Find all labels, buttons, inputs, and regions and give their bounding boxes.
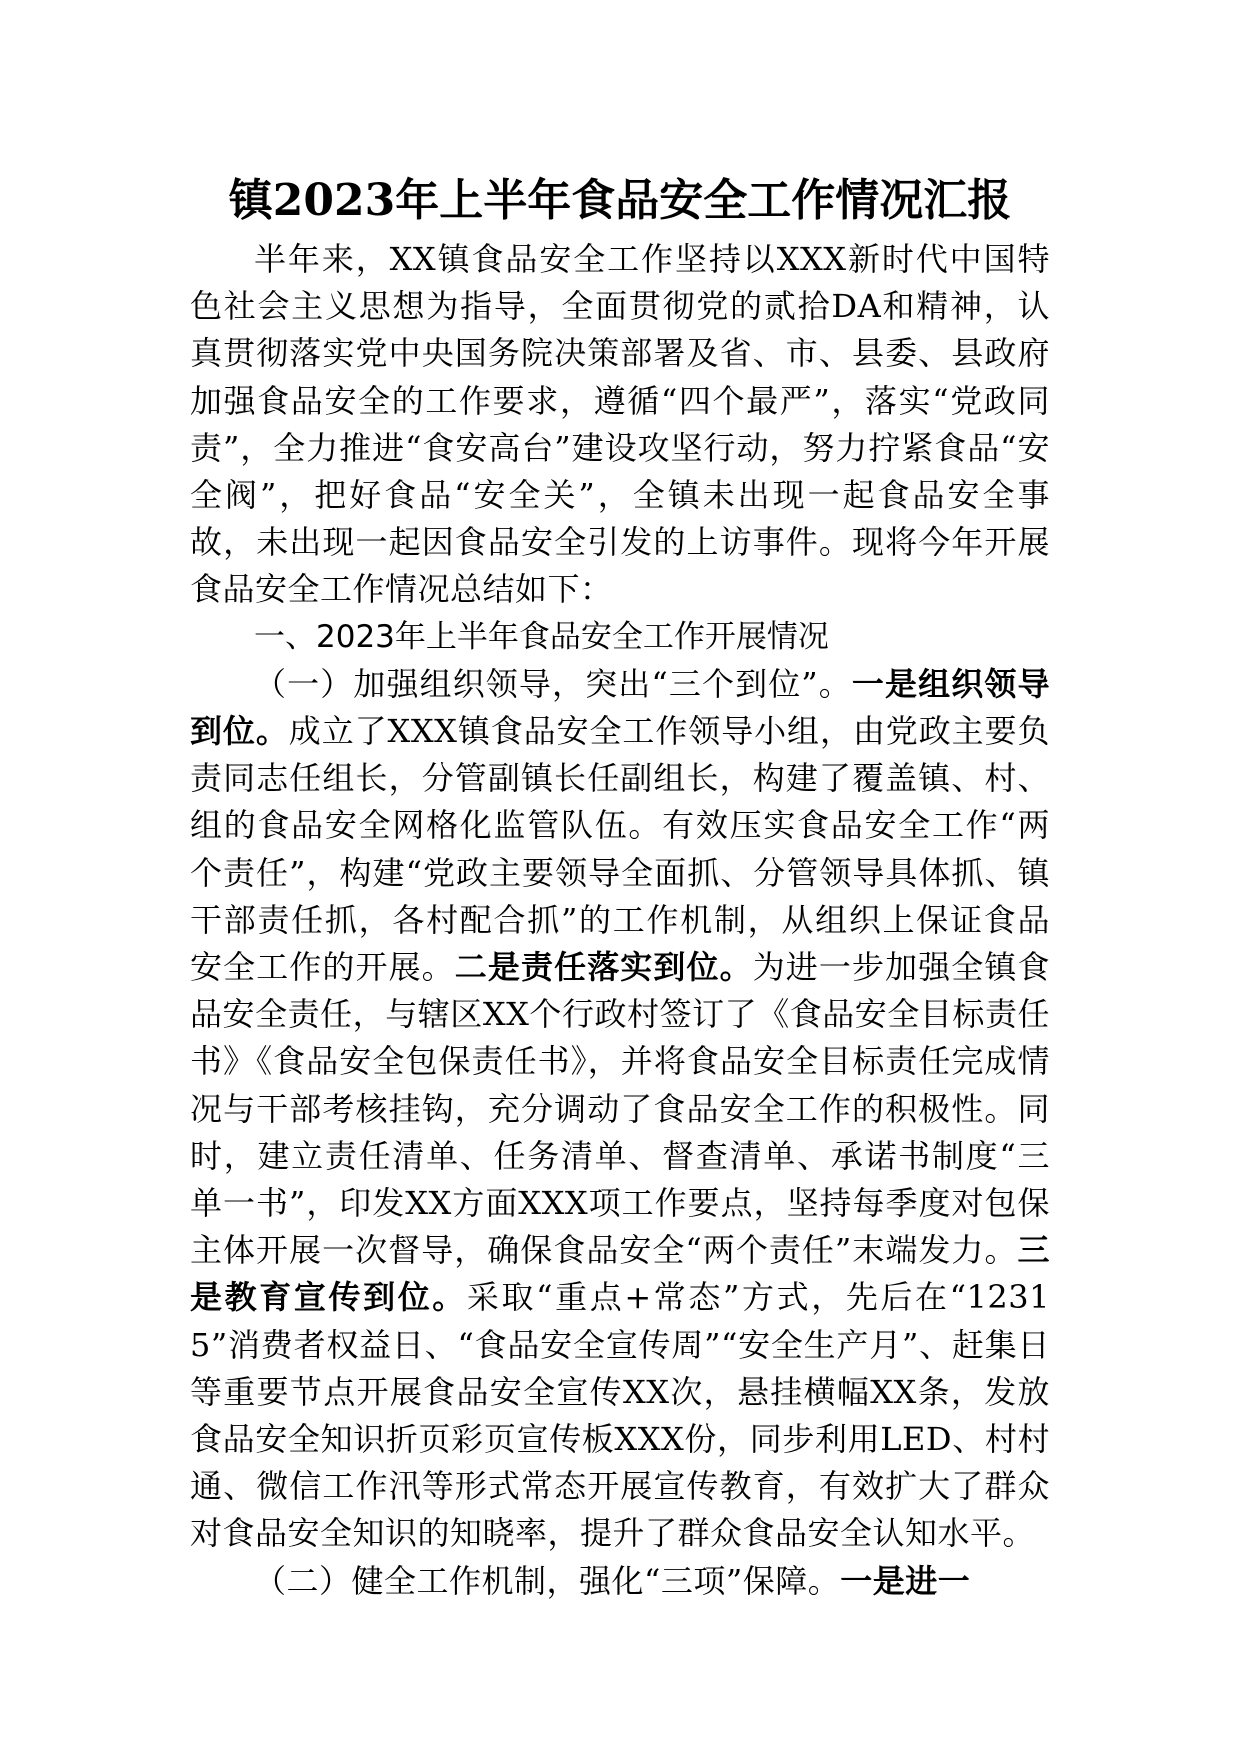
subsection-1-lead: （一）加强组织领导，突出“三个到位”。	[254, 664, 852, 703]
intro-paragraph: 半年来，XX镇食品安全工作坚持以XXX新时代中国特色社会主义思想为指导，全面贯彻党的贰拾DA和精神，认真贯彻落实党中央国务院决策部署及省、市、县委、县政府加强食品安全的工作要求，遵循“四个最严”，落实“党政同责”，全力推进“食安高台”建设攻坚行动，努力拧紧食品“安全阀”，把好食品“安全关”，全镇未出现一起食品安全事故，未出现一起因食品安全引发的上访事件。现将今年开展食品安全工作情况总结如下：	[190, 240, 1050, 609]
point-3-text: 采取“重点+常态”方式，先后在“12315”消费者权益日、“食品安全宣传周”“安全生产月”、赶集日等重要节点开展食品安全宣传XX次，悬挂横幅XX条，发放食品安全知识折页彩页宣传板XXX份，同步利用LED、村村通、微信工作汛等形式常态开展宣传教育，有效扩大了群众对食品安全知识的知晓率，提升了群众食品安全认知水平。	[190, 1278, 1050, 1553]
point-2-title: 二是责任落实到位。	[454, 948, 753, 987]
subsection-2-lead: （二）健全工作机制，强化“三项”保障。	[254, 1561, 841, 1600]
document-page	[190, 168, 1050, 1605]
document-title: 镇2023年上半年食品安全工作情况汇报	[228, 175, 1012, 226]
point-1-title: 一是组织领导到位。	[190, 664, 1050, 751]
point-2-text: 为进一步加强全镇食品安全责任，与辖区XX个行政村签订了《食品安全目标责任书》《食品安全包保责任书》，并将食品安全目标责任完成情况与干部考核挂钩，充分调动了食品安全工作的积极性。同时，建立责任清单、任务清单、督查清单、承诺书制度“三单一书”，印发XX方面XXX项工作要点，坚持每季度对包保主体开展一次督导，确保食品安全“两个责任”末端发力。	[190, 948, 1050, 1270]
subsection-2-point-1-title: 一是进一	[840, 1561, 971, 1600]
point-3-title: 三是教育宣传到位。	[190, 1231, 1050, 1317]
subsection-2-paragraph	[190, 1558, 1050, 1605]
section-heading-1: 一、2023年上半年食品安全工作开展情况	[254, 618, 829, 655]
point-1-text: 成立了XXX镇食品安全工作领导小组，由党政主要负责同志任组长，分管副镇长任副组长，构建了覆盖镇、村、组的食品安全网格化监管队伍。有效压实食品安全工作“两个责任”，构建“党政主要领导全面抓、分管领导具体抓、镇干部责任抓，各村配合抓”的工作机制，从组织上保证食品安全工作的开展。	[190, 712, 1050, 987]
subsection-1-paragraph	[190, 661, 1050, 1558]
